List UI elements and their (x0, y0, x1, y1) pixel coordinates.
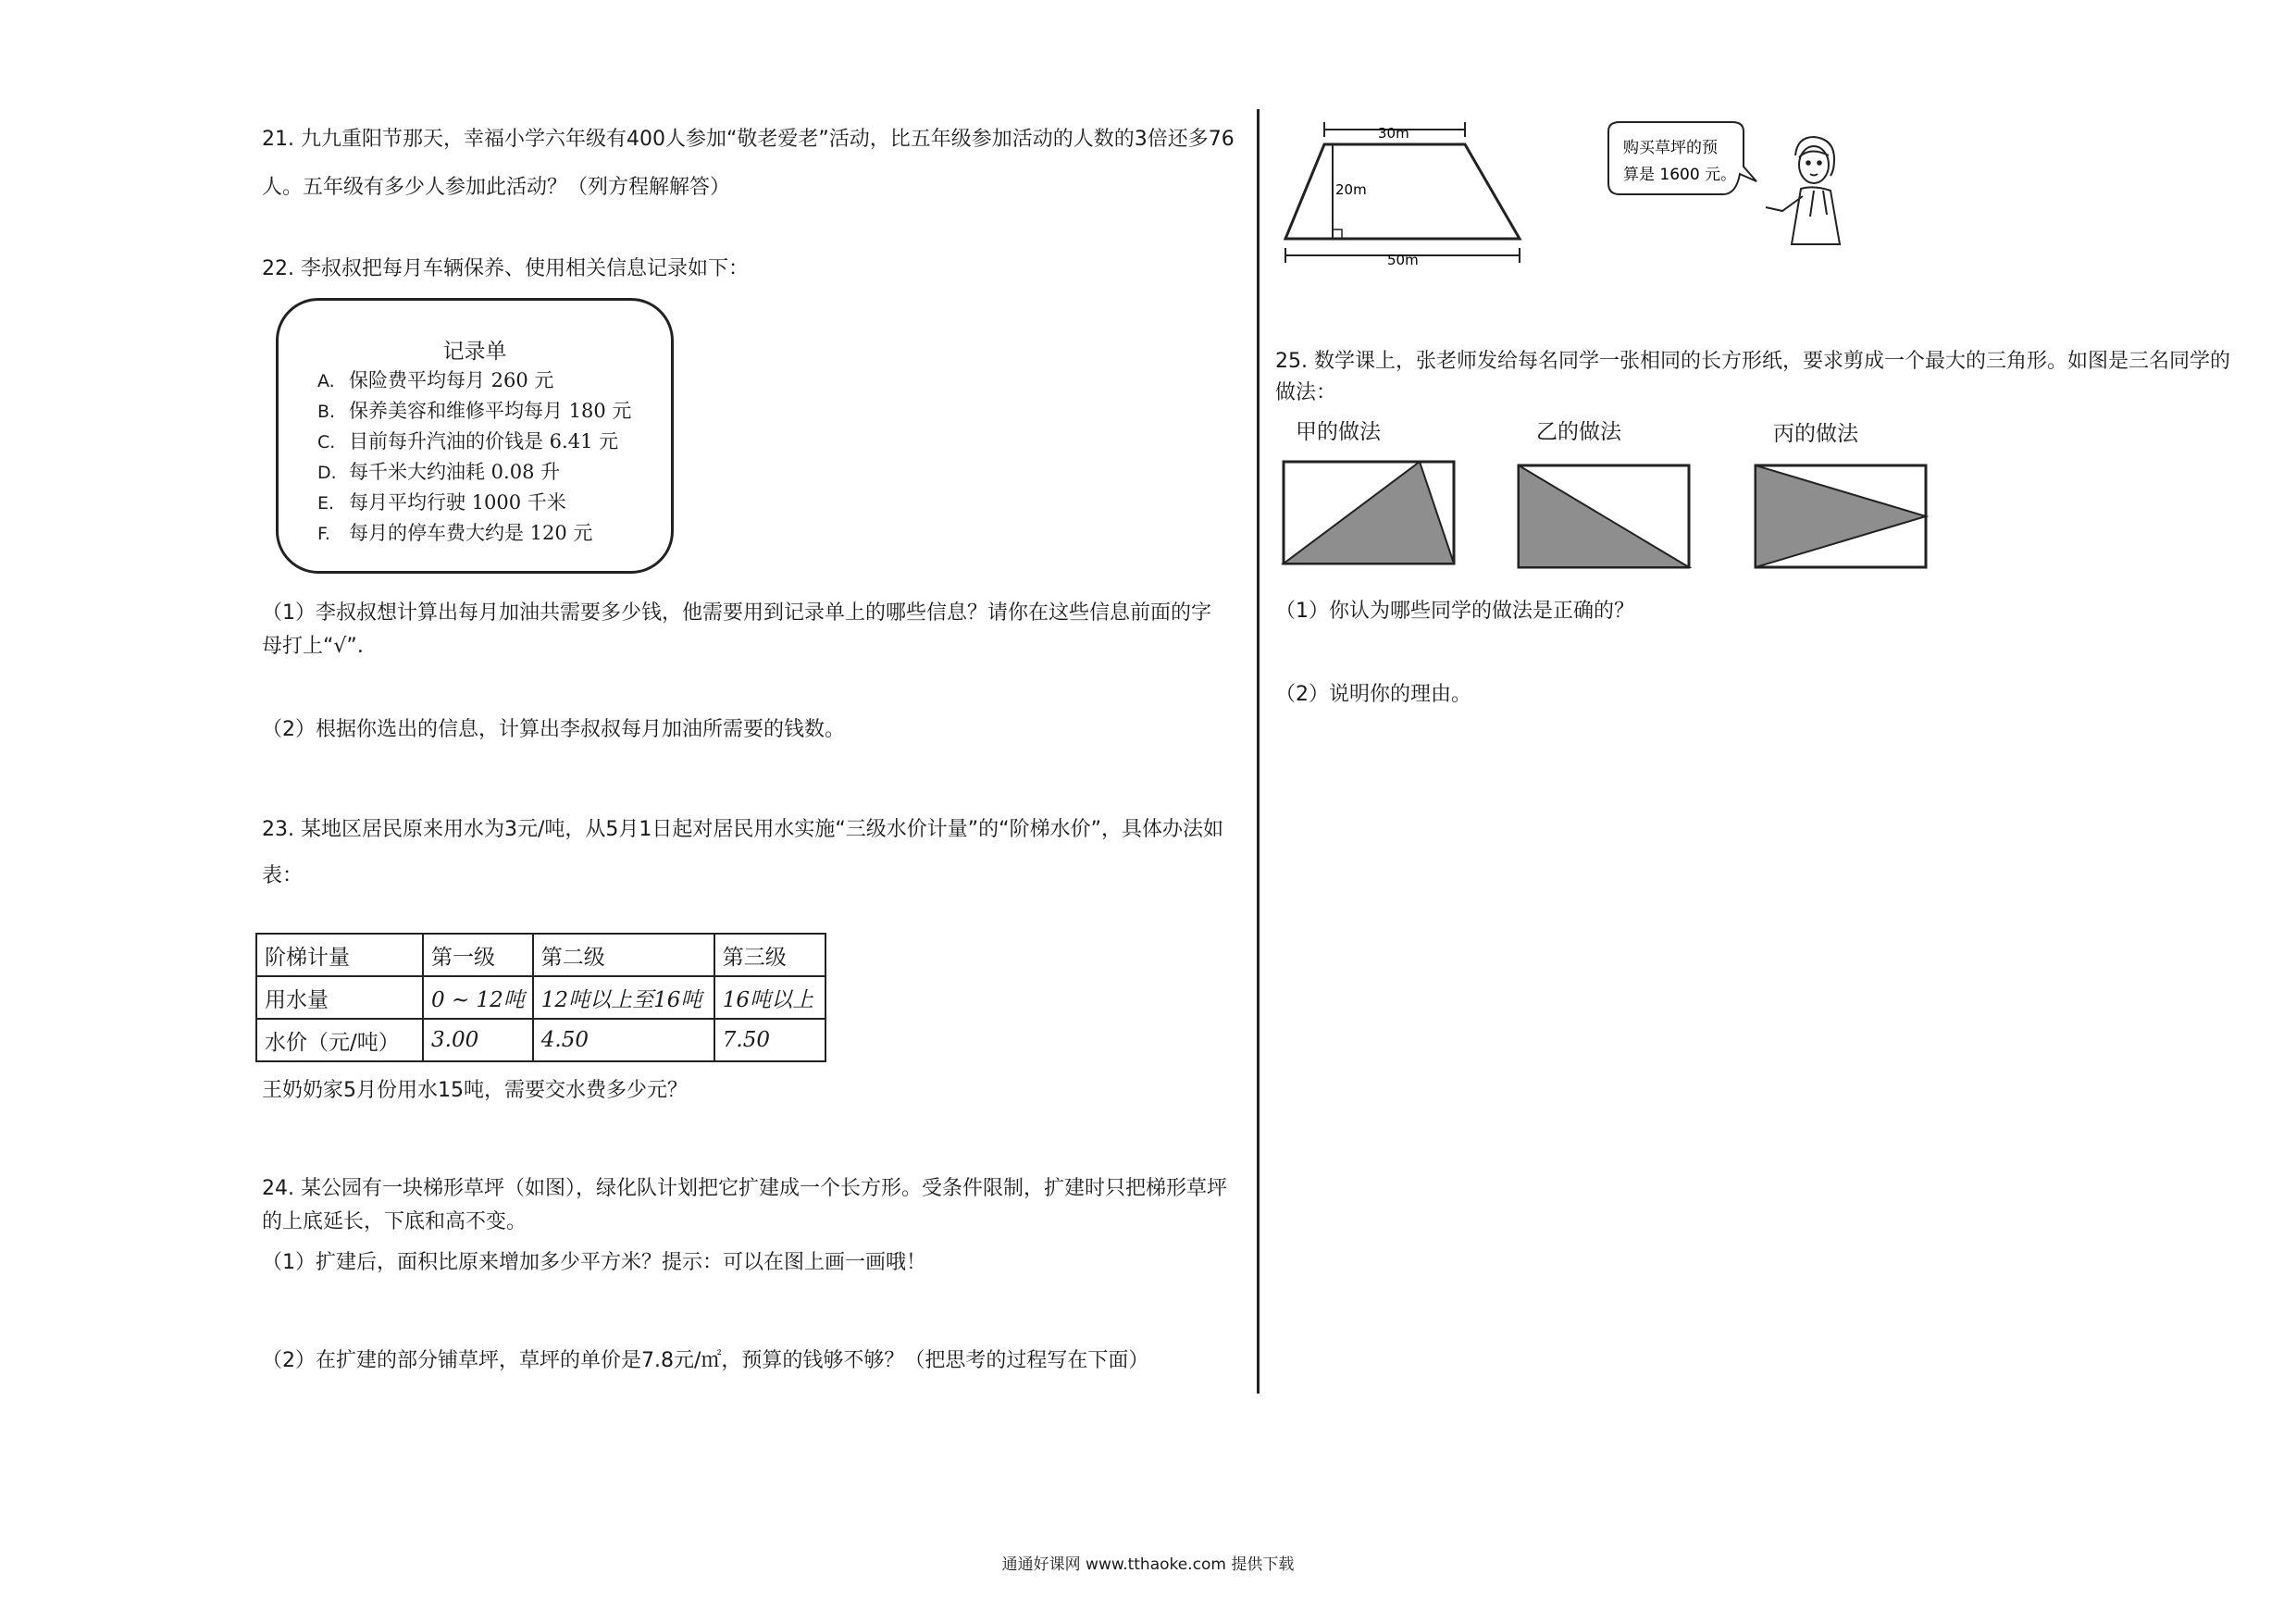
q25-part1: （1）你认为哪些同学的做法是正确的？ (1275, 600, 1634, 623)
table-cell: 3.00 (423, 1019, 533, 1061)
method-jia-figure (1281, 459, 1457, 566)
table-cell: 用水量 (256, 976, 423, 1019)
trapezoid-shape (1285, 144, 1520, 239)
q24-part1: （1）扩建后，面积比原来增加多少平方米？提示：可以在图上画一画哦！ (262, 1251, 926, 1274)
q24-line2: 的上底延长，下底和高不变。 (262, 1210, 527, 1233)
table-cell: 0 ~ 12吨 (423, 976, 533, 1019)
top-length-label: 30m (1378, 125, 1409, 142)
bottom-length-label: 50m (1387, 252, 1419, 268)
record-item (317, 427, 631, 457)
method-yi-figure (1516, 463, 1692, 570)
column-divider (1257, 109, 1260, 1394)
table-cell: 16吨以上 (714, 976, 825, 1019)
page-footer: 通通好课网 www.tthaoke.com 提供下载 (1001, 1555, 1295, 1574)
teacher-icon (1766, 137, 1840, 244)
record-item-letter: E. (317, 493, 335, 514)
table-header-cell: 阶梯计量 (256, 934, 423, 976)
record-sheet-list (317, 365, 631, 549)
record-item-letter: B. (317, 402, 336, 422)
q22-intro: 22. 李叔叔把每月车辆保养、使用相关信息记录如下： (262, 257, 749, 280)
table-row (256, 976, 825, 1019)
record-item-text: 每月的停车费大约是 120 元 (349, 522, 593, 544)
q25-part2: （2）说明你的理由。 (1275, 683, 1471, 706)
record-item-letter: F. (317, 524, 330, 544)
table-cell: 水价（元/吨） (256, 1019, 423, 1061)
table-cell: 12吨以上至16吨 (533, 976, 714, 1019)
record-item-text: 每千米大约油耗 0.08 升 (349, 461, 561, 483)
q22-part1-line1: （1）李叔叔想计算出每月加油共需要多少钱，他需要用到记录单上的哪些信息？请你在这些信息前面的字 (262, 601, 1212, 625)
table-row (256, 934, 825, 976)
method-bing-figure (1753, 463, 1929, 570)
q24-part2: （2）在扩建的部分铺草坪，草坪的单价是7.8元/㎡，预算的钱够不够？（把思考的过程写在下面） (262, 1349, 1149, 1372)
record-item-letter: D. (317, 463, 337, 483)
table-header-cell: 第三级 (714, 934, 825, 976)
record-item (317, 365, 631, 396)
q24-line1: 24. 某公园有一块梯形草坪（如图），绿化队计划把它扩建成一个长方形。受条件限制，扩建时只把梯形草坪 (262, 1177, 1227, 1200)
method-label-yi: 乙的做法 (1536, 420, 1621, 444)
record-item (317, 518, 631, 549)
record-item-letter: A. (317, 371, 335, 391)
trapezoid-figure (1283, 117, 1544, 281)
speech-line1: 购买草坪的预 (1623, 139, 1718, 157)
q25-line1: 25. 数学课上，张老师发给每名同学一张相同的长方形纸，要求剪成一个最大的三角形。如图是三名同学的 (1275, 350, 2230, 373)
speech-line2: 算是 1600 元。 (1623, 166, 1737, 184)
record-item-text: 保险费平均每月 260 元 (349, 369, 554, 391)
table-header-cell: 第二级 (533, 934, 714, 976)
q25-line2: 做法： (1275, 381, 1337, 404)
record-item (317, 488, 631, 518)
record-item-letter: C. (317, 432, 336, 452)
table-cell: 7.50 (714, 1019, 825, 1061)
table-header-cell: 第一级 (423, 934, 533, 976)
q21-line1: 21. 九九重阳节那天，幸福小学六年级有400人参加“敬老爱老”活动，比五年级参加活动的人数的3倍还多76 (262, 128, 1235, 151)
table-cell: 4.50 (533, 1019, 714, 1061)
record-item-text: 每月平均行驶 1000 千米 (349, 491, 566, 514)
record-item (317, 457, 631, 488)
q22-part2: （2）根据你选出的信息，计算出李叔叔每月加油所需要的钱数。 (262, 718, 845, 741)
table-row (256, 1019, 825, 1061)
q23-line1: 23. 某地区居民原来用水为3元/吨，从5月1日起对居民用水实施“三级水价计量”的“阶梯水价”，具体办法如 (262, 818, 1223, 841)
q21-line2: 人。五年级有多少人参加此活动？（列方程解解答） (262, 176, 731, 199)
q23-line2: 表： (262, 864, 304, 887)
record-sheet (276, 298, 674, 574)
teacher-speech-figure (1592, 115, 1869, 259)
method-label-bing: 丙的做法 (1773, 422, 1858, 446)
record-item-text: 保养美容和维修平均每月 180 元 (349, 400, 632, 422)
q22-part1-line2: 母打上“√”. (262, 635, 364, 658)
record-item (317, 396, 631, 427)
method-label-jia: 甲的做法 (1296, 420, 1381, 444)
height-label: 20m (1335, 181, 1367, 198)
q23-question: 王奶奶家5月份用水15吨，需要交水费多少元？ (262, 1079, 688, 1102)
record-sheet-title: 记录单 (442, 340, 507, 364)
water-price-table (255, 933, 826, 1062)
record-item-text: 目前每升汽油的价钱是 6.41 元 (349, 430, 619, 452)
